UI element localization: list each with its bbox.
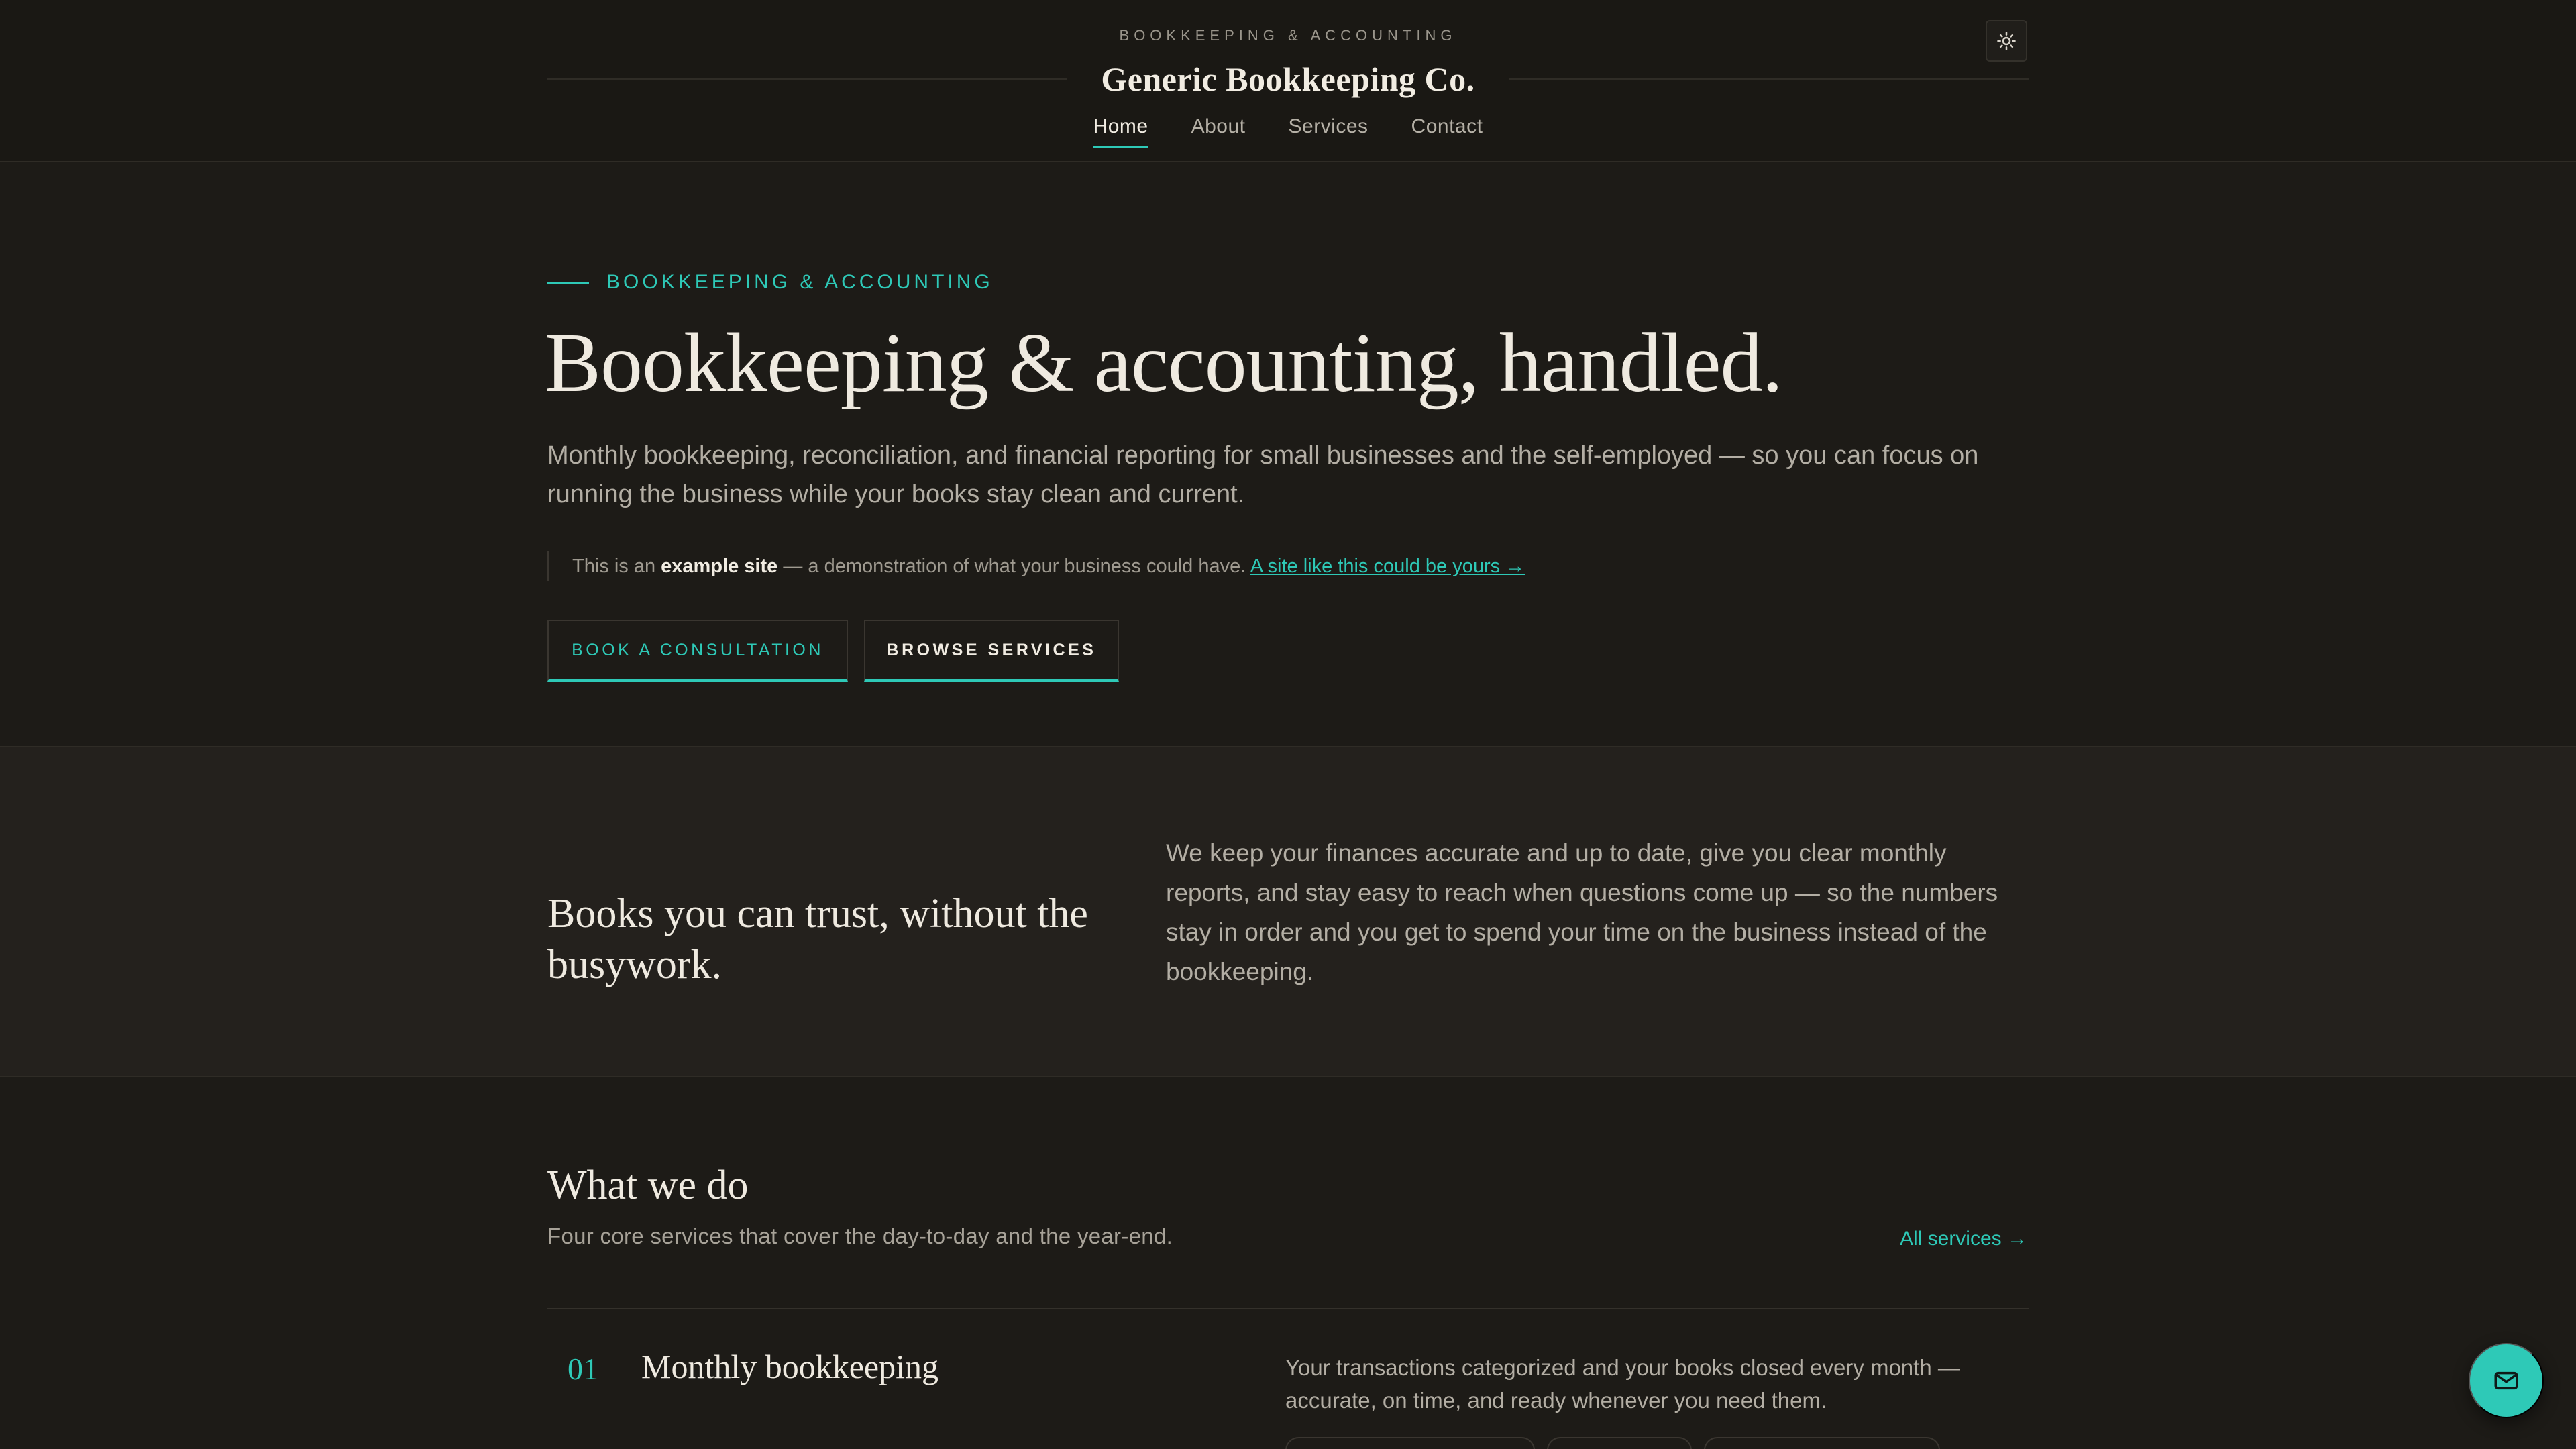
main-nav: [0, 115, 2576, 148]
services-title: What we do: [547, 1163, 749, 1208]
nav-contact[interactable]: Contact: [1411, 115, 1483, 138]
service-tag: [1285, 1437, 1535, 1449]
services-section: [0, 1077, 2576, 1449]
brand-row: [547, 59, 2029, 99]
all-services-link[interactable]: All services →: [1899, 1228, 2027, 1250]
brand-rule-right: [1509, 78, 2029, 80]
service-tag: [1547, 1437, 1692, 1449]
notice-prefix: This is an: [572, 555, 661, 577]
browse-services-button[interactable]: BROWSE SERVICES: [864, 620, 1119, 682]
intro-text: We keep your finances accurate and up to date, give you clear monthly reports, and stay easy to reach when questions come up — so the numbers stay in order and you get to spend your time on the business instead of the bookkeeping.: [1166, 839, 1998, 985]
notice-middle: — a demonstration of what your business could have.: [777, 555, 1250, 577]
hero-section: [0, 162, 2576, 747]
sun-icon: [1996, 31, 2017, 51]
services-subtitle: Four core services that cover the day-to-day and the year-end.: [547, 1224, 1173, 1248]
nav-about[interactable]: About: [1191, 115, 1246, 138]
theme-toggle-button[interactable]: [1986, 20, 2027, 62]
brand-logo-link[interactable]: Generic Bookkeeping Co.: [1101, 60, 1475, 98]
notice-bold: example site: [661, 555, 778, 577]
hero-eyebrow-text: BOOKKEEPING & ACCOUNTING: [606, 271, 994, 293]
service-number: 01: [568, 1352, 598, 1386]
hero-eyebrow: [547, 271, 994, 294]
service-tags: [1285, 1437, 1940, 1449]
mail-icon: [2492, 1366, 2520, 1395]
intro-section: [0, 747, 2576, 1077]
eyebrow-line: [547, 282, 589, 284]
service-description: Your transactions categorized and your books closed every month — accurate, on time, and ready whenever you need them.: [1285, 1355, 1960, 1413]
brand-rule-left: [547, 78, 1067, 80]
nav-services[interactable]: Services: [1288, 115, 1368, 138]
example-site-notice: [547, 551, 1525, 581]
book-consultation-button[interactable]: BOOK A CONSULTATION: [547, 620, 848, 682]
service-name: Monthly bookkeeping: [641, 1348, 939, 1385]
nav-home[interactable]: Home: [1093, 115, 1148, 148]
service-tag: [1704, 1437, 1940, 1449]
notice-link[interactable]: A site like this could be yours →: [1250, 555, 1525, 577]
hero-subtitle: Monthly bookkeeping, reconciliation, and financial reporting for small businesses and the self-employed — so you can focus on running the business while your books stay clean and current.: [547, 441, 1979, 508]
contact-fab-button[interactable]: [2469, 1343, 2544, 1418]
services-divider: [547, 1308, 2029, 1309]
hero-title: Bookkeeping & accounting, handled.: [545, 317, 1783, 410]
intro-title: Books you can trust, without the busywork.: [547, 891, 1088, 987]
site-header: [0, 0, 2576, 162]
header-eyebrow: BOOKKEEPING & ACCOUNTING: [1119, 27, 1457, 44]
